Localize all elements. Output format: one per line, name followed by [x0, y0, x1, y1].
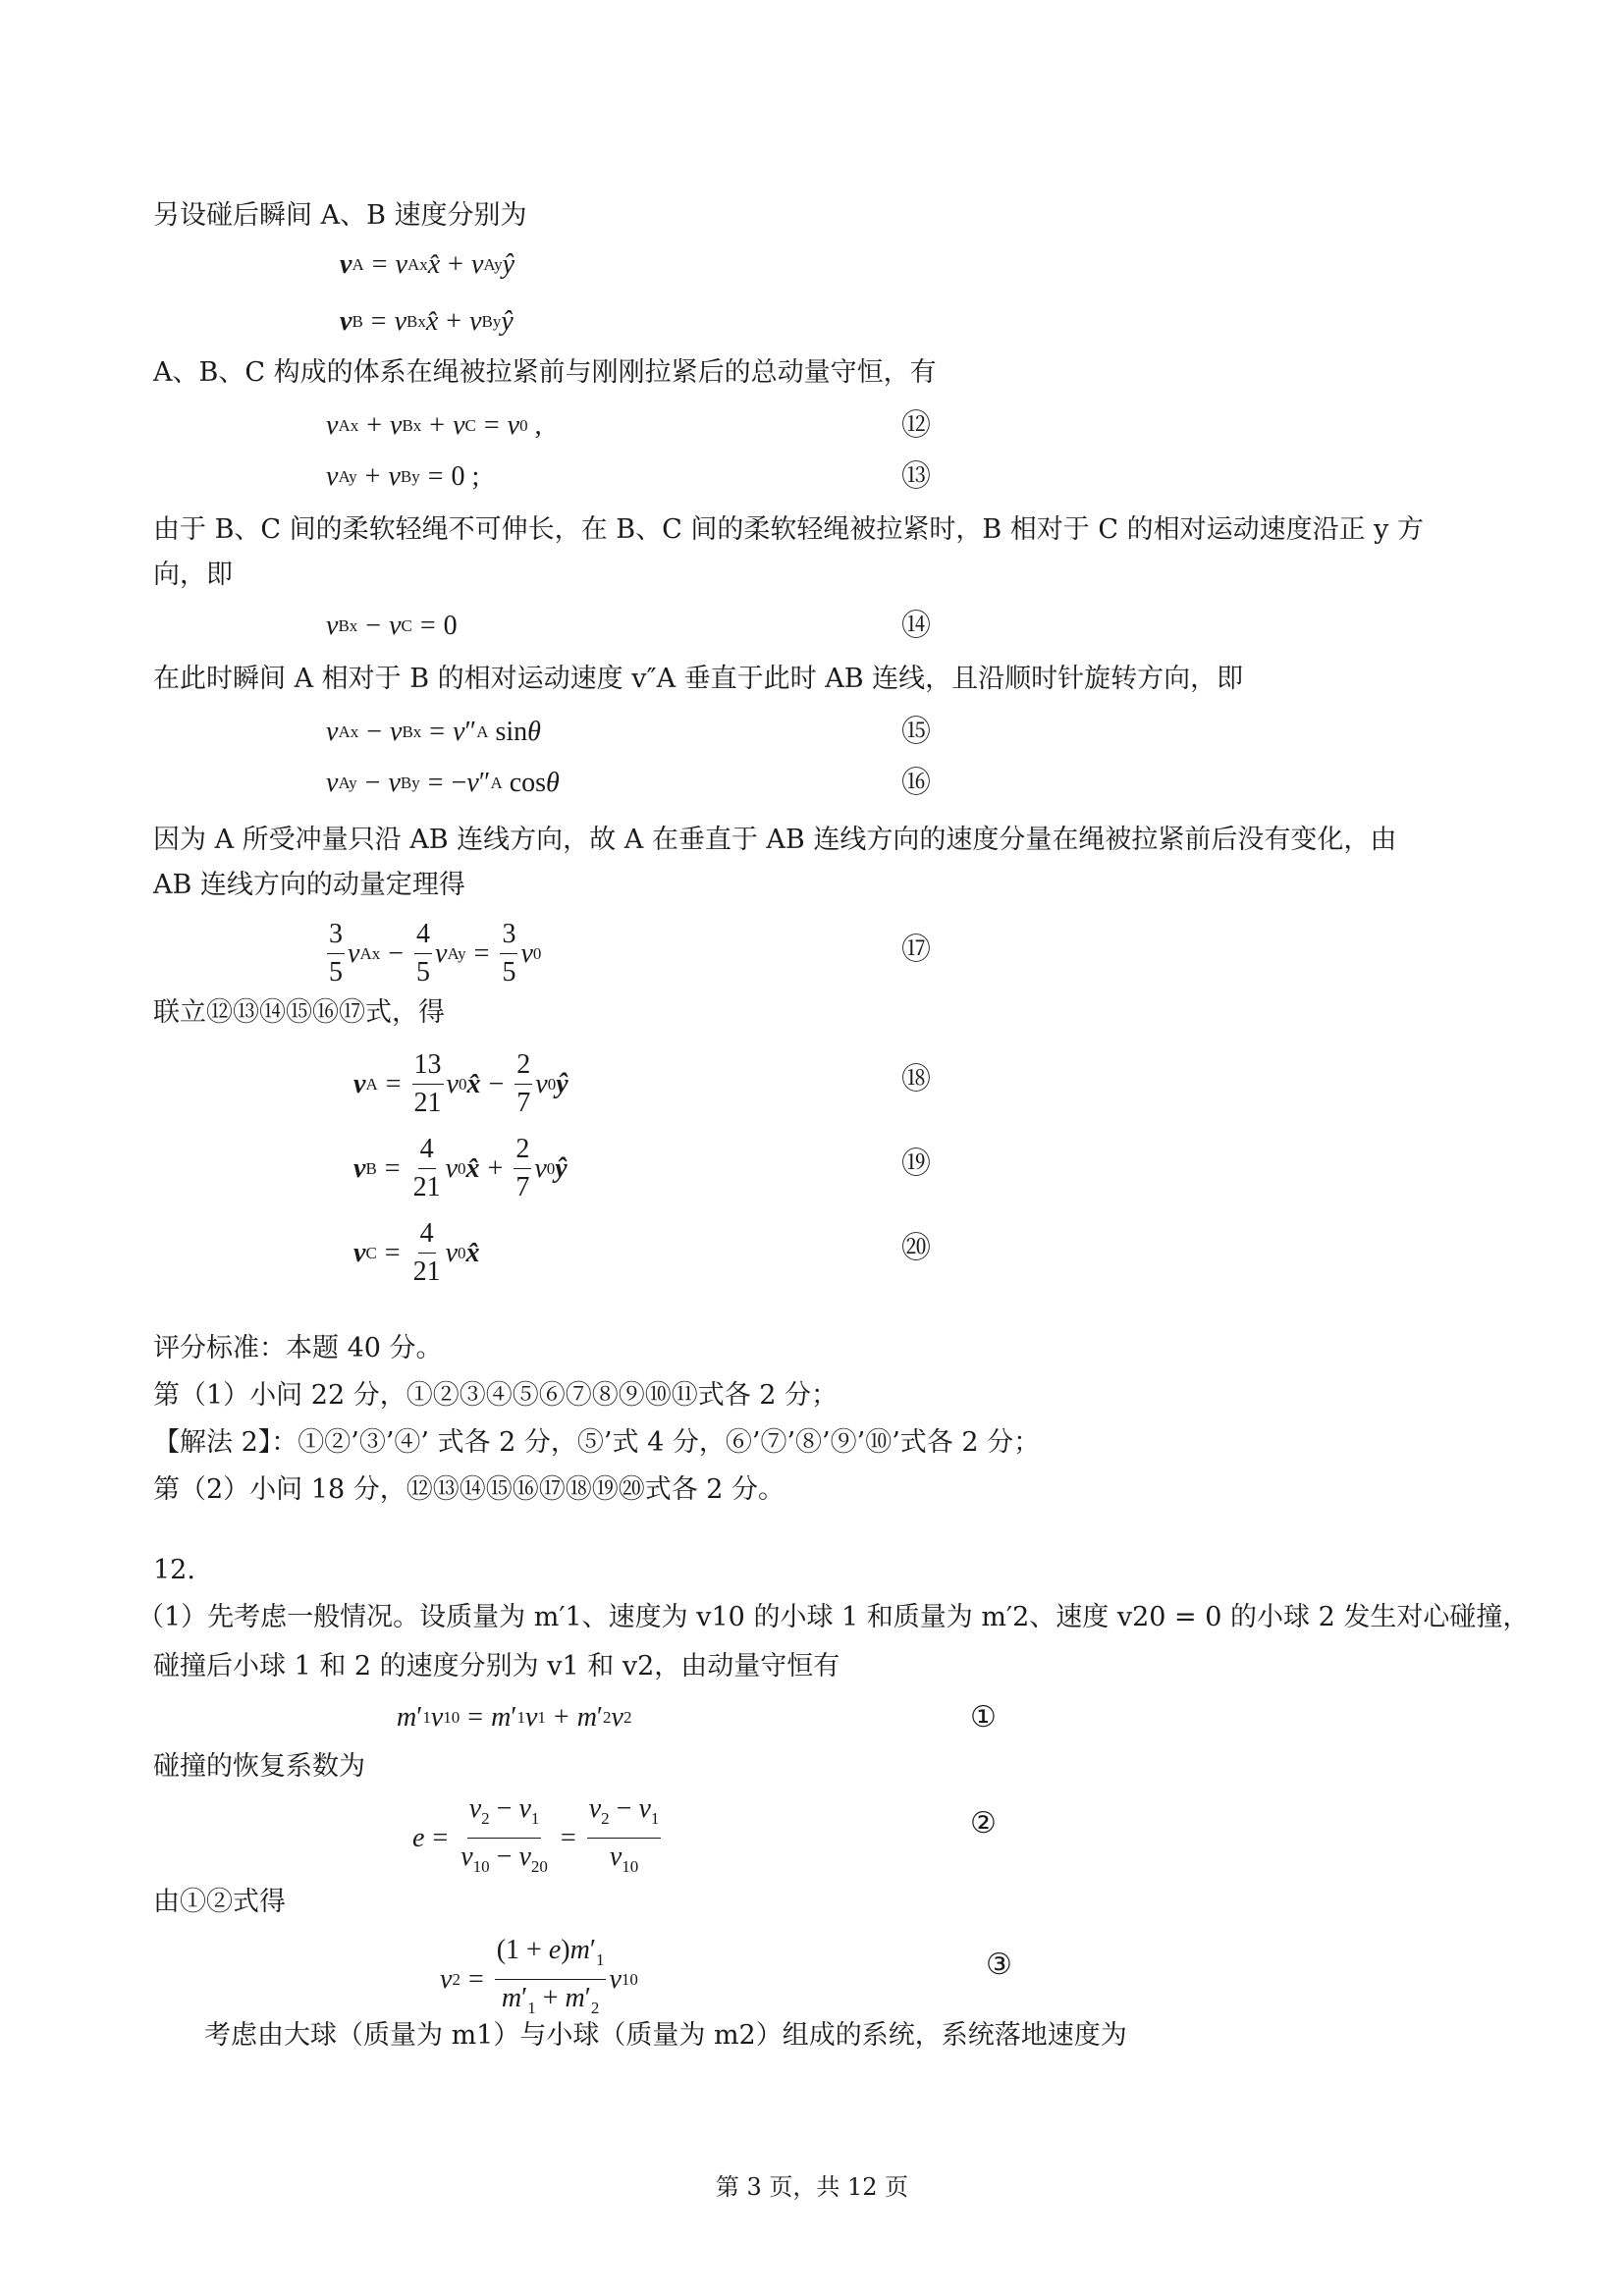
equation-3: v 2 = $\frac{(1 + e)m'_1}{m'_1 + m'_2}$ v 10 [440, 1935, 638, 2017]
grading-text: 【解法 2】：①②’③’④’ 式各 2 分，⑤’式 4 分，⑥’⑦’⑧’⑨’⑩’式各 2 分； [153, 1427, 1041, 1458]
equation-number: ⑯ [901, 766, 931, 800]
equation-vB-components: v B = v Bx x̂ + v By ŷ [340, 306, 514, 337]
equation-number: ⑭ [901, 609, 931, 643]
paragraph-text: A、B、C 构成的体系在绳被拉紧前与刚刚拉紧后的总动量守恒，有 [153, 357, 937, 388]
paragraph-text: 碰撞的恢复系数为 [153, 1751, 365, 1782]
equation-14: v Bx − v C = 0 [326, 611, 458, 641]
equation-number: ⑲ [901, 1147, 931, 1181]
equation-number: ⑳ [901, 1231, 931, 1265]
paragraph-text: 由于 B、C 间的柔软轻绳不可伸长，在 B、C 间的柔软轻绳被拉紧时，B 相对于 C 的相对运动速度沿正 y 方 [153, 514, 1424, 545]
equation-number: ⑫ [901, 408, 931, 443]
equation-number: ③ [986, 1948, 1012, 1982]
equation-13: v Ay + v By = 0 ; [326, 461, 480, 492]
equation-17: $\frac{3}{5}$ v Ax − $\frac{4}{5}$ v Ay = $\frac{3}{5}$ v 0 [329, 919, 542, 988]
equation-16: v Ay − v By = − v ″ A cos θ [326, 768, 560, 798]
paragraph-text: 联立⑫⑬⑭⑮⑯⑰式，得 [153, 997, 445, 1028]
paragraph-text: AB 连线方向的动量定理得 [153, 870, 465, 900]
equation-number: ⑰ [901, 933, 931, 967]
paragraph-text: 因为 A 所受冲量只沿 AB 连线方向，故 A 在垂直于 AB 连线方向的速度分量在绳被拉紧前后没有变化，由 [153, 825, 1397, 855]
equation-20: v C = $\frac{4}{21}$ v 0 x̂ [353, 1218, 480, 1287]
paragraph-text: 另设碰后瞬间 A、B 速度分别为 [153, 200, 527, 231]
paragraph-text: （1）先考虑一般情况。设质量为 m′1、速度为 v10 的小球 1 和质量为 m′2、速度 v20 = 0 的小球 2 发生对心碰撞， [137, 1602, 1530, 1632]
equation-number: ⑱ [901, 1062, 931, 1096]
page-footer: 第 3 页，共 12 页 [715, 2173, 909, 2201]
problem-number: 12. [153, 1555, 195, 1585]
equation-number: ② [970, 1806, 997, 1841]
equation-number: ⑮ [901, 715, 931, 749]
paragraph-text: 向，即 [153, 560, 233, 590]
paragraph-text: 考虑由大球（质量为 m1）与小球（质量为 m2）组成的系统，系统落地速度为 [204, 2020, 1127, 2051]
paragraph-text: 由①②式得 [153, 1887, 286, 1917]
equation-18: v A = $\frac{13}{21}$ v 0 x̂ − $\frac{2}{7}$ v 0 ŷ [353, 1049, 568, 1118]
equation-19: v B = $\frac{4}{21}$ v 0 x̂ + $\frac{2}{7}$ v 0 ŷ [353, 1134, 568, 1202]
equation-number: ① [970, 1700, 997, 1735]
equation-15: v Ax − v Bx = v ″ A sin θ [326, 717, 541, 747]
equation-number: ⑬ [901, 459, 931, 494]
equation-vA-components: v A = v Ax x̂ + v Ay ŷ [340, 249, 515, 280]
grading-text: 第（2）小问 18 分，⑫⑬⑭⑮⑯⑰⑱⑲⑳式各 2 分。 [153, 1474, 785, 1505]
equation-2: e = $\frac{v_2 - v_1}{v_{10} - v_{20}}$ = $\frac{v_2 - v_1}{v_{10}}$ [412, 1793, 660, 1876]
paragraph-text: 在此时瞬间 A 相对于 B 的相对运动速度 v″A 垂直于此时 AB 连线，且沿顺时针旋转方向，即 [153, 664, 1244, 694]
paragraph-text: 碰撞后小球 1 和 2 的速度分别为 v1 和 v2，由动量守恒有 [153, 1651, 840, 1682]
equation-1: m ′ 1 v 10 = m ′ 1 v 1 + m ′ 2 v 2 [397, 1702, 632, 1733]
grading-text: 第（1）小问 22 分，①②③④⑤⑥⑦⑧⑨⑩⑪式各 2 分； [153, 1380, 839, 1411]
equation-12: v Ax + v Bx + v C = v 0 , [326, 410, 542, 441]
grading-text: 评分标准：本题 40 分。 [153, 1333, 443, 1363]
